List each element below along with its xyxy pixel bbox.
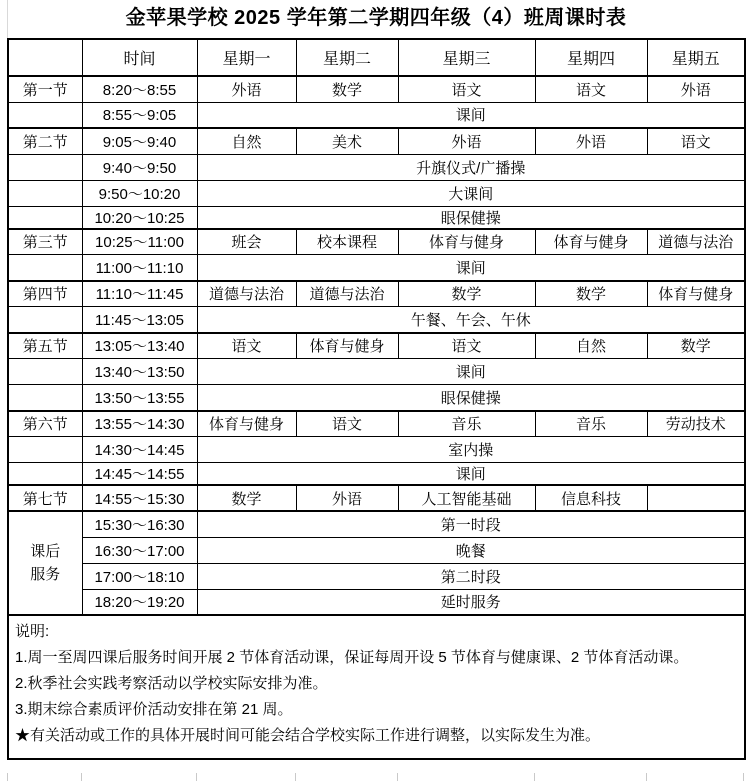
activity-cell: 室内操 xyxy=(197,437,745,463)
time-cell: 13:50～13:55 xyxy=(82,385,197,411)
activity-cell: 课间 xyxy=(197,102,745,128)
period-cell xyxy=(8,385,82,411)
note-line: ★有关活动或工作的具体开展时间可能会结合学校实际工作进行调整，以实际发生为准。 xyxy=(15,727,601,744)
partial-row-gridline xyxy=(295,773,296,781)
time-cell: 14:55～15:30 xyxy=(82,485,197,511)
subject-cell: 自然 xyxy=(197,128,296,154)
time-cell: 13:40～13:50 xyxy=(82,359,197,385)
subject-cell: 语文 xyxy=(398,76,535,102)
partial-row-gridline xyxy=(81,773,82,781)
activity-row xyxy=(8,154,745,180)
subject-cell: 信息科技 xyxy=(535,485,647,511)
subject-cell: 自然 xyxy=(535,333,647,359)
period-cell: 第三节 xyxy=(8,229,82,255)
activity-row xyxy=(8,385,745,411)
corner-header-cell xyxy=(8,39,82,76)
subject-cell: 外语 xyxy=(535,128,647,154)
faint-gridline xyxy=(7,0,8,40)
activity-cell: 第一时段 xyxy=(197,511,745,537)
subject-cell: 体育与健身 xyxy=(647,281,745,307)
period-cell: 第二节 xyxy=(8,128,82,154)
partial-row-gridline xyxy=(7,773,8,781)
time-cell: 16:30～17:00 xyxy=(82,537,197,563)
time-cell: 13:05～13:40 xyxy=(82,333,197,359)
period-cell: 第一节 xyxy=(8,76,82,102)
subject-cell: 音乐 xyxy=(535,411,647,437)
subject-cell: 外语 xyxy=(647,76,745,102)
partial-row-gridline xyxy=(646,773,647,781)
period-cell: 第四节 xyxy=(8,281,82,307)
time-cell: 17:00～18:10 xyxy=(82,563,197,589)
activity-cell: 课间 xyxy=(197,463,745,486)
day-header-cell: 星期二 xyxy=(296,39,398,76)
activity-row xyxy=(8,359,745,385)
note-line: 3.期末综合素质评价活动安排在第 21 周。 xyxy=(15,701,293,718)
time-cell: 11:00～11:10 xyxy=(82,255,197,281)
activity-cell: 第二时段 xyxy=(197,563,745,589)
timetable xyxy=(7,38,746,760)
activity-row xyxy=(8,563,745,589)
activity-row xyxy=(8,206,745,229)
time-cell: 8:55～9:05 xyxy=(82,102,197,128)
subject-cell: 语文 xyxy=(535,76,647,102)
time-cell: 14:30～14:45 xyxy=(82,437,197,463)
activity-cell: 课间 xyxy=(197,359,745,385)
subject-cell: 外语 xyxy=(296,485,398,511)
activity-cell: 课间 xyxy=(197,255,745,281)
subject-cell: 数学 xyxy=(398,281,535,307)
subject-cell: 体育与健身 xyxy=(296,333,398,359)
activity-row xyxy=(8,180,745,206)
period-cell: 第七节 xyxy=(8,485,82,511)
note-line: 1.周一至周四课后服务时间开展 2 节体育活动课，保证每周开设 5 节体育与健康课、2 节体育活动课。 xyxy=(15,649,689,666)
notes-row xyxy=(8,615,745,759)
subject-cell: 数学 xyxy=(535,281,647,307)
subject-cell: 校本课程 xyxy=(296,229,398,255)
class-row xyxy=(8,76,745,102)
subject-cell: 数学 xyxy=(647,333,745,359)
class-row xyxy=(8,229,745,255)
activity-cell: 眼保健操 xyxy=(197,385,745,411)
class-row xyxy=(8,281,745,307)
partial-row-gridline xyxy=(743,773,744,781)
activity-row xyxy=(8,437,745,463)
class-row xyxy=(8,411,745,437)
time-cell: 13:55～14:30 xyxy=(82,411,197,437)
subject-cell: 外语 xyxy=(398,128,535,154)
time-cell: 11:10～11:45 xyxy=(82,281,197,307)
activity-row xyxy=(8,463,745,486)
after-school-label-line: 服务 xyxy=(30,566,61,583)
subject-cell: 体育与健身 xyxy=(535,229,647,255)
time-cell: 9:50～10:20 xyxy=(82,180,197,206)
period-cell xyxy=(8,359,82,385)
time-cell: 10:20～10:25 xyxy=(82,206,197,229)
period-cell xyxy=(8,307,82,333)
subject-cell: 美术 xyxy=(296,128,398,154)
timetable-body xyxy=(8,76,745,759)
time-cell: 10:25～11:00 xyxy=(82,229,197,255)
period-cell xyxy=(8,255,82,281)
day-header-cell: 星期四 xyxy=(535,39,647,76)
activity-cell: 延时服务 xyxy=(197,589,745,615)
subject-cell: 数学 xyxy=(296,76,398,102)
period-cell xyxy=(8,102,82,128)
note-line: 2.秋季社会实践考察活动以学校实际安排为准。 xyxy=(15,675,328,692)
period-cell: 第五节 xyxy=(8,333,82,359)
subject-cell: 体育与健身 xyxy=(398,229,535,255)
activity-cell: 眼保健操 xyxy=(197,206,745,229)
class-row xyxy=(8,128,745,154)
activity-row xyxy=(8,102,745,128)
timetable-header xyxy=(8,39,745,76)
subject-cell: 道德与法治 xyxy=(647,229,745,255)
activity-cell: 升旗仪式/广播操 xyxy=(197,154,745,180)
subject-cell: 语文 xyxy=(398,333,535,359)
period-cell xyxy=(8,180,82,206)
page-title: 金苹果学校 2025 学年第二学期四年级（4）班周课时表 xyxy=(125,7,627,29)
subject-cell: 语文 xyxy=(296,411,398,437)
period-cell xyxy=(8,206,82,229)
period-cell: 第六节 xyxy=(8,411,82,437)
header-row xyxy=(8,39,745,76)
activity-row xyxy=(8,537,745,563)
time-cell: 9:40～9:50 xyxy=(82,154,197,180)
subject-cell: 人工智能基础 xyxy=(398,485,535,511)
activity-row xyxy=(8,255,745,281)
period-cell xyxy=(8,437,82,463)
subject-cell: 体育与健身 xyxy=(197,411,296,437)
class-row xyxy=(8,333,745,359)
activity-row xyxy=(8,589,745,615)
time-cell: 9:05～9:40 xyxy=(82,128,197,154)
after-school-label-line: 课后 xyxy=(30,543,61,560)
subject-cell: 道德与法治 xyxy=(296,281,398,307)
day-header-cell: 星期一 xyxy=(197,39,296,76)
partial-row-gridline xyxy=(196,773,197,781)
time-cell: 8:20～8:55 xyxy=(82,76,197,102)
subject-cell: 外语 xyxy=(197,76,296,102)
subject-cell: 道德与法治 xyxy=(197,281,296,307)
partial-row-gridline xyxy=(534,773,535,781)
subject-cell: 语文 xyxy=(197,333,296,359)
subject-cell: 劳动技术 xyxy=(647,411,745,437)
activity-cell: 大课间 xyxy=(197,180,745,206)
time-cell: 18:20～19:20 xyxy=(82,589,197,615)
after-school-service-cell xyxy=(8,511,82,615)
notes-heading: 说明: xyxy=(15,623,50,640)
class-row xyxy=(8,485,745,511)
day-header-cell: 星期五 xyxy=(647,39,745,76)
activity-cell: 晚餐 xyxy=(197,537,745,563)
subject-cell xyxy=(647,485,745,511)
subject-cell: 班会 xyxy=(197,229,296,255)
activity-row xyxy=(8,511,745,537)
time-header-cell: 时间 xyxy=(82,39,197,76)
period-cell xyxy=(8,154,82,180)
time-cell: 11:45～13:05 xyxy=(82,307,197,333)
activity-cell: 午餐、午会、午休 xyxy=(197,307,745,333)
activity-row xyxy=(8,307,745,333)
time-cell: 15:30～16:30 xyxy=(82,511,197,537)
notes-cell xyxy=(8,615,745,759)
period-cell xyxy=(8,463,82,486)
time-cell: 14:45～14:55 xyxy=(82,463,197,486)
partial-row-gridline xyxy=(397,773,398,781)
subject-cell: 数学 xyxy=(197,485,296,511)
day-header-cell: 星期三 xyxy=(398,39,535,76)
subject-cell: 音乐 xyxy=(398,411,535,437)
subject-cell: 语文 xyxy=(647,128,745,154)
